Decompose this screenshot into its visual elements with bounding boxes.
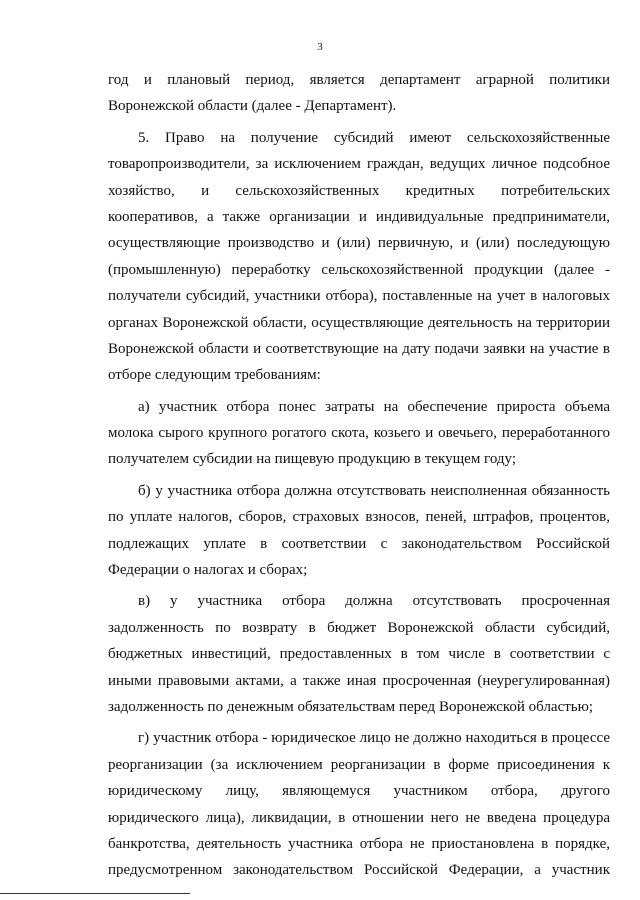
text-line: кооперативов, а также организации и индивидуальные предприниматели, bbox=[108, 208, 610, 225]
text-line: юридического лица), ликвидации, в отношении него не введена процедура bbox=[108, 809, 610, 826]
text-line: в) у участника отбора должна отсутствовать просроченная bbox=[138, 593, 610, 610]
footnote-rule bbox=[0, 893, 190, 894]
page-number: 3 bbox=[317, 41, 323, 53]
text-line: получателем субсидии на пищевую продукцию в текущем году; bbox=[108, 451, 517, 468]
text-line: год и плановый период, является департамент аграрной политики bbox=[108, 72, 610, 88]
text-line: получатели субсидий, участники отбора), поставленные на учет в налоговых bbox=[108, 288, 610, 305]
text-line: Воронежской области (далее - Департамент). bbox=[108, 98, 397, 115]
text-line: реорганизации (за исключением реорганизации в форме присоединения к bbox=[108, 756, 610, 773]
text-line: задолженность по возврату в бюджет Воронежской области субсидий, bbox=[108, 619, 610, 636]
text-line: г) участник отбора - юридическое лицо не должно находиться в процессе bbox=[138, 730, 610, 747]
text-line: отборе следующим требованиям: bbox=[108, 367, 321, 384]
text-line: 5. Право на получение субсидий имеют сельскохозяйственные bbox=[138, 129, 610, 146]
text-line: задолженность по денежным обязательствам перед Воронежской областью; bbox=[108, 698, 594, 715]
text-line: Воронежской области и соответствующие на дату подачи заявки на участие в bbox=[108, 340, 610, 357]
text-line: молока сырого крупного рогатого скота, козьего и овечьего, переработанного bbox=[108, 425, 610, 442]
text-line: бюджетных инвестиций, предоставленных в том числе в соответствии с bbox=[108, 646, 610, 663]
body-text bbox=[108, 67, 610, 884]
text-line: (промышленную) переработку сельскохозяйственной продукции (далее - bbox=[108, 261, 610, 278]
text-line: товаропроизводители, за исключением граждан, ведущих личное подсобное bbox=[108, 156, 610, 173]
text-line: Федерации о налогах и сборах; bbox=[108, 562, 308, 579]
text-line: осуществляющие производство и (или) первичную, и (или) последующую bbox=[108, 235, 610, 252]
text-line: а) участник отбора понес затраты на обеспечение прироста объема bbox=[138, 398, 610, 415]
text-line: органах Воронежской области, осуществляющие деятельность на территории bbox=[108, 314, 610, 331]
text-line: банкротства, деятельность участника отбора не приостановлена в порядке, bbox=[108, 835, 610, 852]
text-line: б) у участника отбора должна отсутствовать неисполненная обязанность bbox=[138, 482, 610, 499]
text-line: юридическому лицу, являющемуся участником отбора, другого bbox=[108, 783, 610, 800]
text-line: по уплате налогов, сборов, страховых взносов, пеней, штрафов, процентов, bbox=[108, 509, 610, 526]
text-line: хозяйство, и сельскохозяйственных кредитных потребительских bbox=[108, 182, 610, 199]
text-line: иными правовыми актами, а также иная просроченная (неурегулированная) bbox=[108, 672, 610, 689]
text-line: предусмотренном законодательством Российской Федерации, а участник bbox=[108, 862, 610, 879]
text-line: подлежащих уплате в соответствии с законодательством Российской bbox=[108, 535, 610, 552]
